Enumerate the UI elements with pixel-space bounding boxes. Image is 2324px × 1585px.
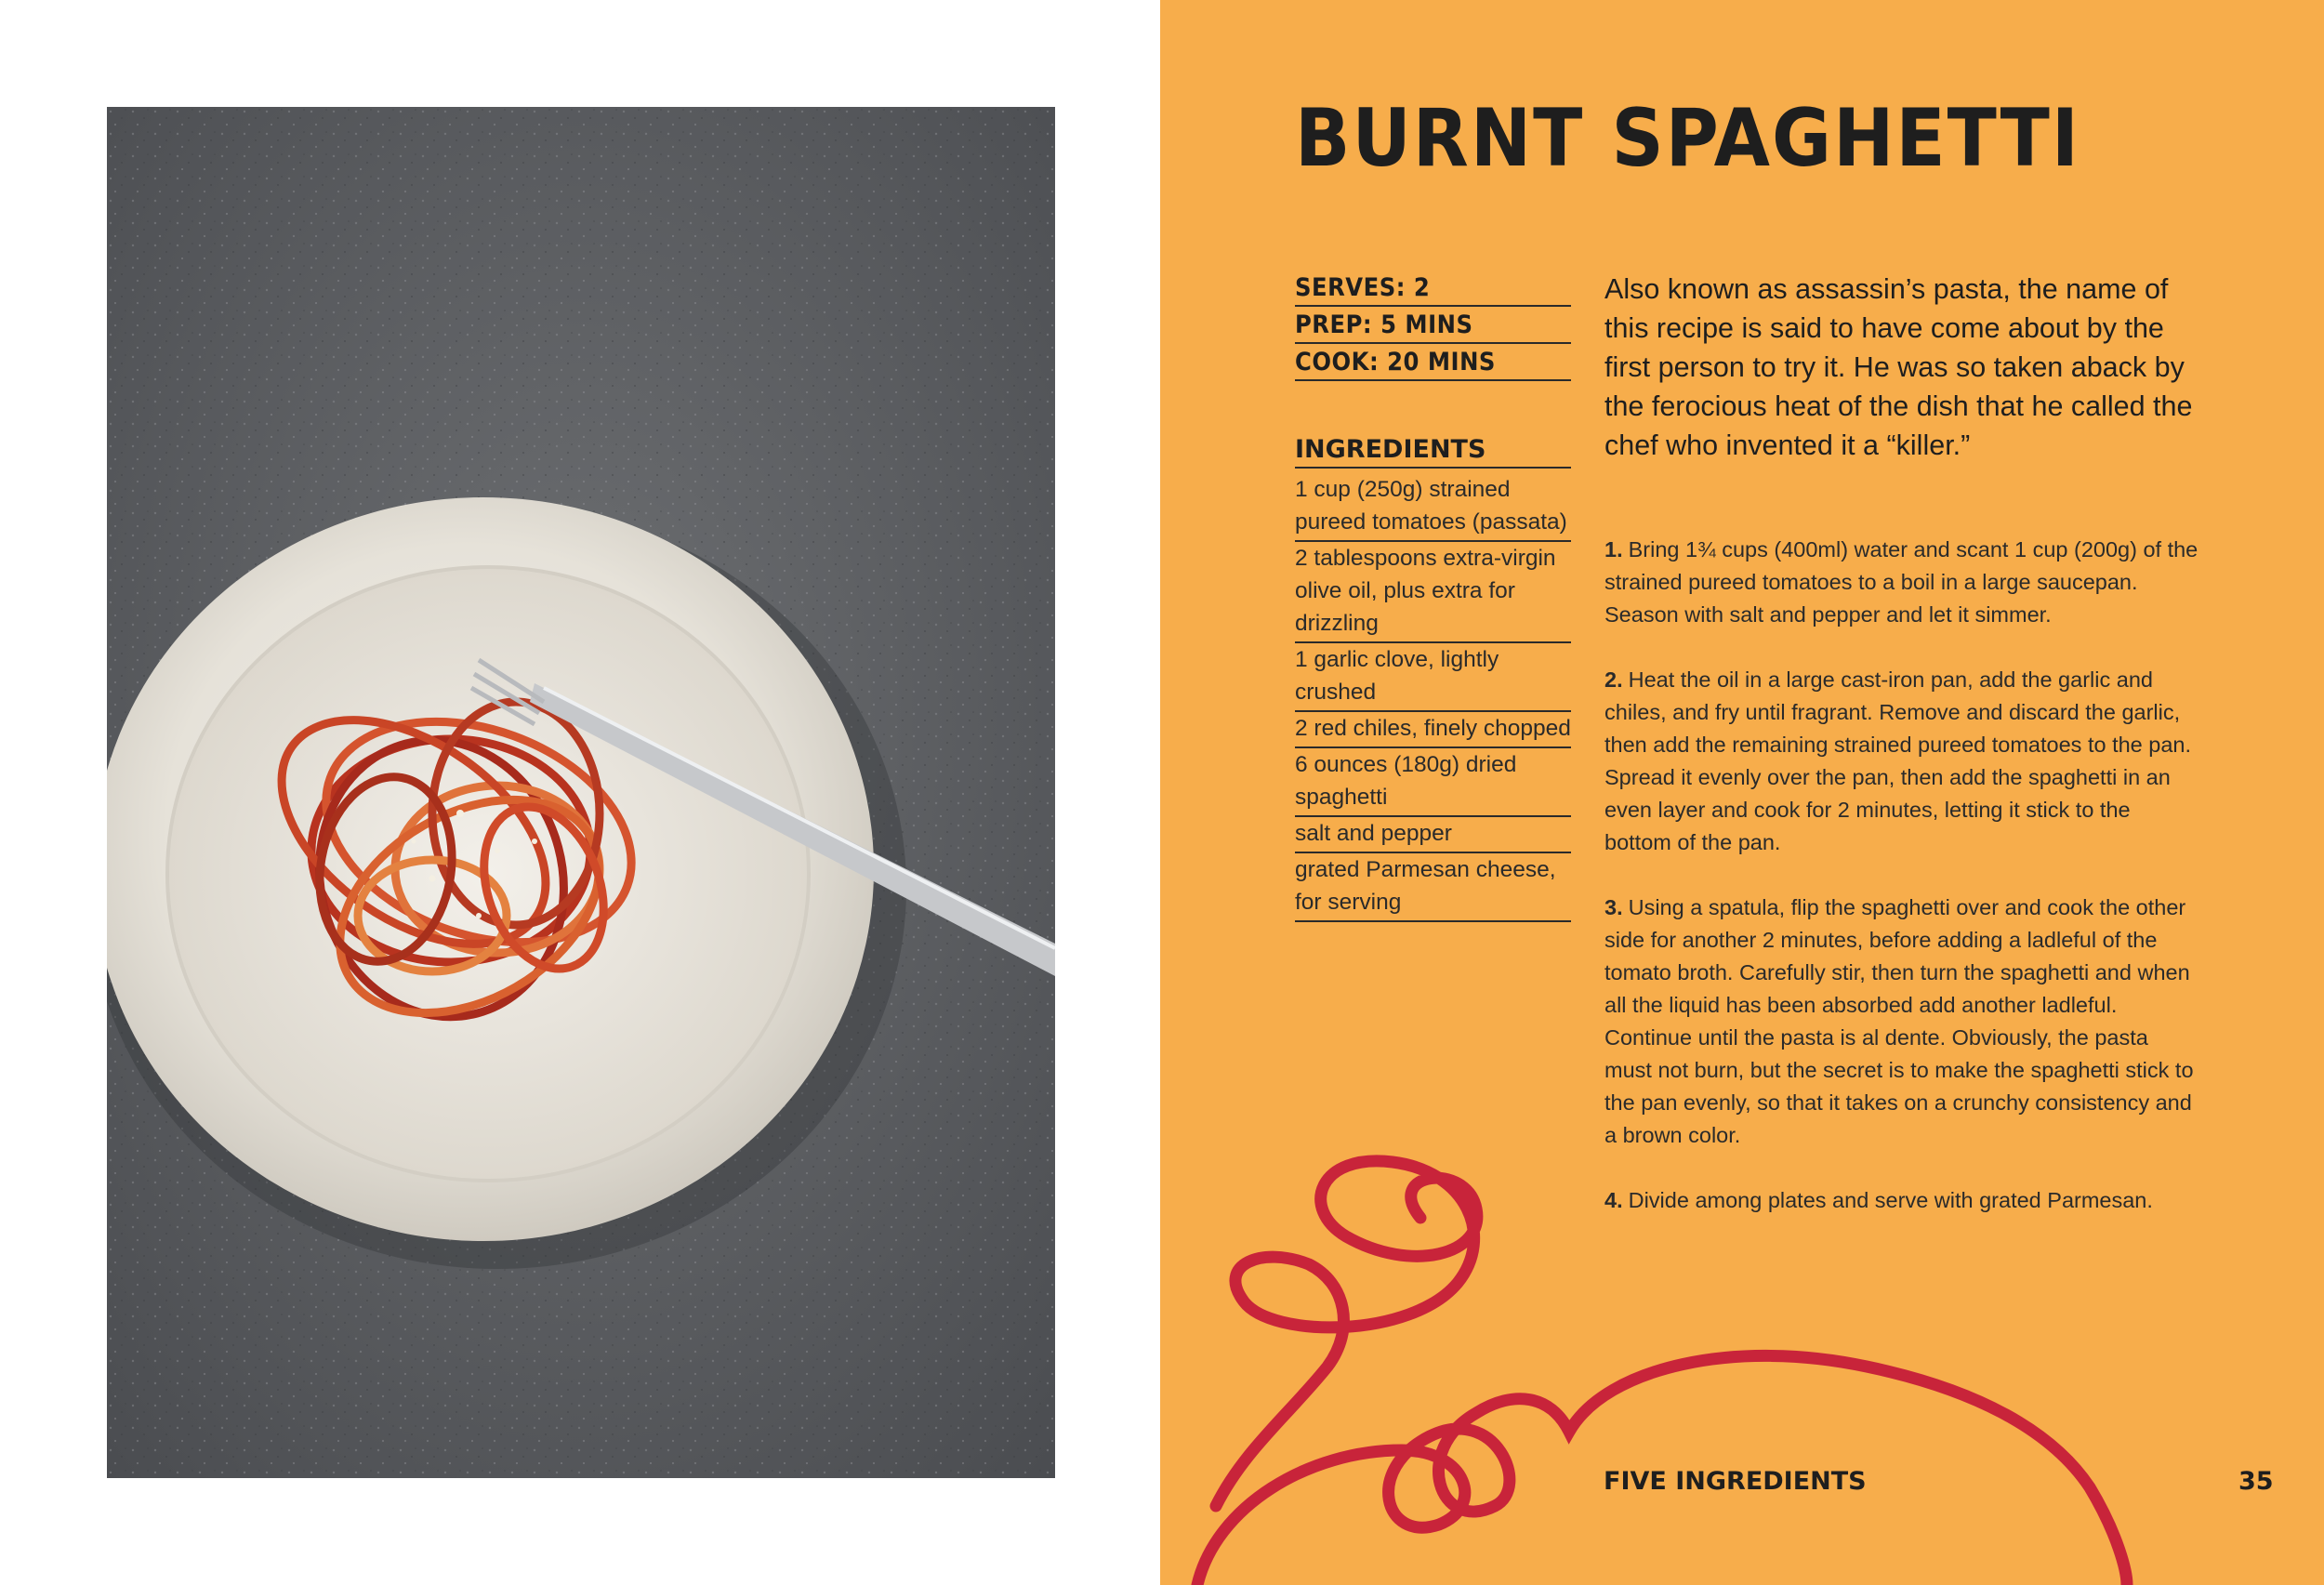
method-steps <box>1604 534 2199 1249</box>
method-step <box>1604 664 2199 859</box>
serves-label: SERVES: 2 <box>1295 270 1571 307</box>
ingredient-item: 2 tablespoons extra-virgin olive oil, plus extra for drizzling <box>1295 542 1571 643</box>
ingredient-item: grated Parmesan cheese, for serving <box>1295 853 1571 922</box>
step-text: Bring 1¾ cups (400ml) water and scant 1 cup (200g) of the strained pureed tomatoes to a boil in a large saucepan. Season with salt and pepper and let it simmer. <box>1604 537 2199 627</box>
right-page <box>1160 0 2324 1585</box>
step-text: Using a spatula, flip the spaghetti over and cook the other side for another 2 minutes, before adding a ladleful of the tomato broth. Carefully stir, then turn the spaghetti and when all the liquid has been absorbed add another ladleful. Continue until the pasta is al dente. Obviously, the pasta must not burn, but the secret is to make the spaghetti stick to the pan evenly, so that it takes on a crunchy consistency and a brown color. <box>1604 895 2194 1147</box>
ingredient-item: 2 red chiles, finely chopped <box>1295 712 1571 748</box>
ingredients-heading: INGREDIENTS <box>1295 429 1571 469</box>
step-text: Divide among plates and serve with grated Parmesan. <box>1628 1188 2153 1212</box>
spaghetti-photo <box>107 107 1055 1478</box>
ingredient-item: 6 ounces (180g) dried spaghetti <box>1295 748 1571 817</box>
recipe-title: BURNT SPAGHETTI <box>1295 93 2080 185</box>
method-step <box>1604 534 2199 631</box>
step-number: 2. <box>1604 667 1623 692</box>
prep-time-label: PREP: 5 MINS <box>1295 307 1571 344</box>
method-step <box>1604 892 2199 1152</box>
step-text: Heat the oil in a large cast-iron pan, add the garlic and chiles, and fry until fragrant. Remove and discard the garlic, then add the remaining strained pureed tomatoes to the pan. Spread it evenly over the pan, then add the spaghetti in an even layer and cook for 2 minutes, letting it stick to the bottom of the pan. <box>1604 667 2192 854</box>
section-footer-label: FIVE INGREDIENTS <box>1604 1467 1867 1496</box>
recipe-intro: Also known as assassin’s pasta, the name of this recipe is said to have come about by the first person to try it. He was so taken aback by the ferocious heat of the dish that he called the chef who invented it a “killer.” <box>1604 273 2193 461</box>
ingredients-list <box>1295 473 1571 922</box>
cook-time-label: COOK: 20 MINS <box>1295 344 1571 381</box>
recipe-meta <box>1295 270 1571 381</box>
page-number: 35 <box>2238 1467 2274 1496</box>
step-number: 1. <box>1604 537 1623 561</box>
method-step <box>1604 1184 2199 1217</box>
ingredient-item: 1 cup (250g) strained pureed tomatoes (passata) <box>1295 473 1571 542</box>
step-number: 4. <box>1604 1188 1623 1212</box>
step-number: 3. <box>1604 895 1623 919</box>
spaghetti-photo-illustration <box>107 107 1055 1478</box>
ingredient-item: 1 garlic clove, lightly crushed <box>1295 643 1571 712</box>
ingredient-item: salt and pepper <box>1295 817 1571 853</box>
left-page <box>0 0 1160 1585</box>
